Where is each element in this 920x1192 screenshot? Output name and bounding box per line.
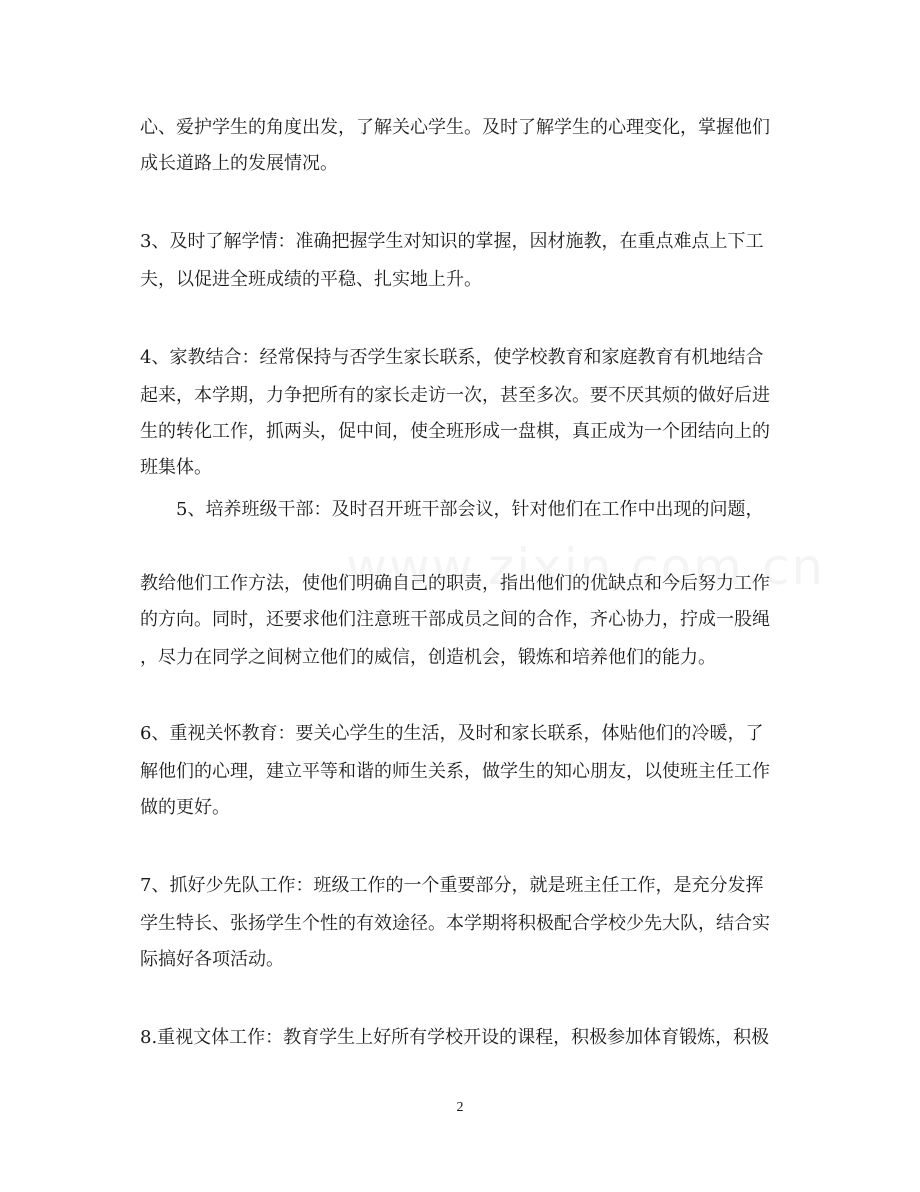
text-line: 生的转化工作，抓两头，促中间，使全班形成一盘棋，真正成为一个团结向上的 [140,421,770,442]
text-line: 班集体。 [140,457,212,478]
text-line: ，尽力在同学之间树立他们的威信，创造机会，锻炼和培养他们的能力。 [140,647,716,668]
text-line: 教给他们工作方法，使他们明确自己的职责，指出他们的优缺点和今后努力工作 [140,573,770,594]
text-line: 际搞好各项活动。 [140,949,284,970]
text-line: 3、及时了解学情：准确把握学生对知识的掌握，因材施教，在重点难点上下工 [140,231,764,252]
text-line: 夫，以促进全班成绩的平稳、扎实地上升。 [140,269,482,290]
text-line: 成长道路上的发展情况。 [140,153,338,174]
text-line: 6、重视关怀教育：要关心学生的生活，及时和家长联系，体贴他们的冷暖，了 [140,723,764,744]
text-line: 起来，本学期，力争把所有的家长走访一次，甚至多次。要不厌其烦的做好后进 [140,385,770,406]
page-number: 2 [456,1100,464,1115]
text-line: 5、培养班级干部：及时召开班干部会议，针对他们在工作中出现的问题， [176,499,764,520]
text-line: 学生特长、张扬学生个性的有效途径。本学期将积极配合学校少先大队，结合实 [140,913,770,934]
text-line: 8.重视文体工作：教育学生上好所有学校开设的课程，积极参加体育锻炼，积极 [140,1027,770,1048]
text-line: 心、爱护学生的角度出发，了解关心学生。及时了解学生的心理变化，掌握他们 [140,117,770,138]
text-line: 的方向。同时，还要求他们注意班干部成员之间的合作，齐心协力，拧成一股绳 [140,609,770,630]
text-line: 解他们的心理，建立平等和谐的师生关系，做学生的知心朋友，以使班主任工作 [140,761,770,782]
text-line: 7、抓好少先队工作：班级工作的一个重要部分，就是班主任工作，是充分发挥 [140,875,764,896]
text-line: 4、家教结合：经常保持与否学生家长联系，使学校教育和家庭教育有机地结合 [140,347,764,368]
text-line: 做的更好。 [140,797,230,818]
